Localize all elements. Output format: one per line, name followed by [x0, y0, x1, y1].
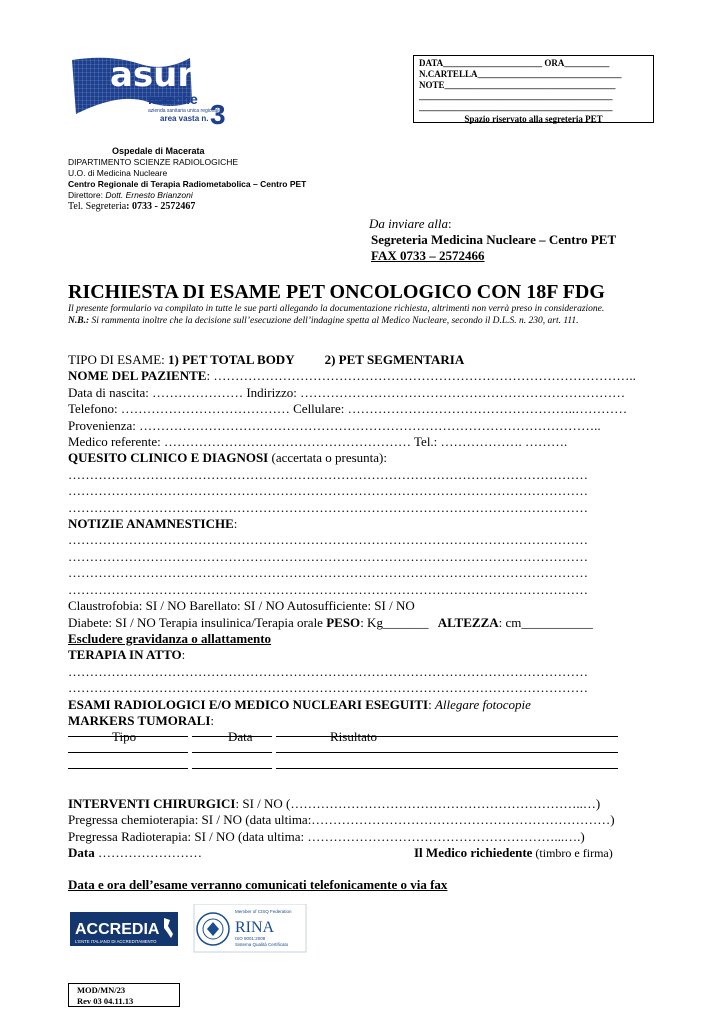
exams-label: ESAMI RADIOLOGICI E/O MEDICO NUCLEARI ESEGUITI: [68, 696, 429, 712]
therapy-label: TERAPIA IN ATTO: [68, 647, 182, 663]
history-row: [68, 516, 654, 532]
height-field[interactable]: : cm___________: [498, 614, 593, 630]
phone: [68, 201, 368, 212]
hospital-name: Ospedale di Macerata: [112, 146, 205, 156]
exam-option-segmental[interactable]: 2) PET SEGMENTARIA: [324, 352, 465, 367]
registry-box: [413, 55, 654, 123]
logo-sub2: area vasta n.: [160, 114, 209, 123]
exam-option-total-body[interactable]: 1) PET TOTAL BODY: [168, 352, 295, 367]
exams-note: Allegare fotocopie: [434, 696, 531, 712]
claustrophobia-row[interactable]: Claustrofobia: SI / NO Barellato: SI / NO Autosufficiente: SI / NO: [68, 598, 415, 614]
registry-row-notes: NOTE______________________________________: [419, 80, 616, 90]
director-name: Dott. Ernesto Brianzoni: [105, 190, 193, 200]
surgery-field[interactable]: : SI / NO (…………………………………………………………..…): [235, 795, 601, 811]
clinical-line[interactable]: …………………………………………………………………………………………………………: [68, 466, 588, 482]
pregnancy-warning: Escludere gravidanza o allattamento: [68, 630, 272, 646]
accredia-sub: L'ENTE ITALIANO DI ACCREDITAMENTO: [75, 939, 157, 944]
clinical-question-row: [68, 450, 654, 466]
rina-logo: [194, 904, 306, 952]
birth-address-field[interactable]: Data di nascita: ………………… Indirizzo: …………………………………………………………………: [68, 384, 626, 400]
phone-label: Tel. Segreteria: [68, 201, 127, 212]
accredia-logo: [70, 912, 178, 946]
center: Centro Regionale di Terapia Radiometabolica – Centro PET: [68, 179, 307, 189]
marker-line-date[interactable]: [192, 768, 272, 769]
weight-field[interactable]: : Kg_______: [360, 614, 432, 630]
markers-col-type: Tipo: [112, 729, 137, 745]
form-code: MOD/MN/23: [77, 985, 126, 995]
rina-cert: Sistema Qualità Certificato: [235, 942, 289, 947]
logo-brand: asur: [110, 55, 195, 95]
marker-line-result[interactable]: [276, 768, 618, 769]
director-label: Direttore:: [68, 190, 106, 200]
markers-colon: :: [210, 712, 215, 728]
request-form: [68, 352, 654, 894]
rina-iso: ISO 9001:2008: [235, 936, 266, 941]
history-colon: :: [233, 516, 238, 532]
registry-row-folder: N.CARTELLA________________________________: [419, 69, 622, 79]
clinical-line[interactable]: …………………………………………………………………………………………………………: [68, 499, 588, 515]
department: DIPARTIMENTO SCIENZE RADIOLOGICHE: [68, 157, 239, 167]
page-title: RICHIESTA DI ESAME PET ONCOLOGICO CON 18F FDG: [68, 281, 605, 303]
history-line[interactable]: …………………………………………………………………………………………………………: [68, 532, 588, 548]
registry-row-blank: ___________________________________________: [419, 91, 613, 101]
origin-field[interactable]: Provenienza: ……………………………………………………………………………………………..: [68, 417, 601, 433]
marker-line-result[interactable]: [276, 736, 618, 737]
chemo-field[interactable]: Pregressa chemioterapia: SI / NO (data ultima:……………………………………………………………): [68, 812, 615, 828]
patient-name-field[interactable]: : ……………………………………………………………………………………..: [206, 368, 636, 384]
exam-type-row: [68, 352, 654, 368]
history-line[interactable]: …………………………………………………………………………………………………………: [68, 565, 588, 581]
exam-type-label: TIPO DI ESAME:: [68, 352, 169, 367]
fax-number: FAX 0733 – 2572466: [371, 248, 485, 263]
surgery-row[interactable]: [68, 796, 654, 812]
history-line[interactable]: …………………………………………………………………………………………………………: [68, 548, 588, 564]
rina-name: RINA: [235, 919, 275, 936]
diabetes-row[interactable]: [68, 615, 654, 631]
markers-col-result: Risultato: [330, 729, 377, 745]
intro-paragraph: Il presente formulario va compilato in tutte le sue parti allegando la documentazione richiesta, altrimenti non verrà preso in considerazione.: [68, 304, 605, 314]
accredia-name: ACCREDIA: [75, 921, 160, 938]
registry-row-date: DATA______________________ ORA__________: [419, 58, 610, 68]
send-colon: :: [447, 216, 452, 231]
clinical-question-note: (accertata o presunta):: [268, 450, 387, 466]
nb-label: N.B.:: [68, 315, 90, 326]
registry-row-blank: ___________________________________________: [419, 102, 613, 112]
signature-note: (timbro e firma): [532, 845, 613, 860]
date-field[interactable]: ……………………: [94, 844, 202, 860]
nb-text: Si rammenta inoltre che la decisione sull’esecuzione dell’indagine spetta al Medico Nucleare, secondo il D.L.S. n. 230, art. 111.: [89, 315, 579, 326]
signature-label: Il Medico richiedente: [414, 844, 533, 860]
patient-name-label: NOME DEL PAZIENTE: [68, 368, 207, 384]
signature-block: [414, 845, 613, 861]
logo-sub1: azienda sanitaria unica regionale: [148, 108, 222, 114]
recipient: Segreteria Medicina Nucleare – Centro PET: [371, 232, 617, 247]
certification-logos: [70, 904, 310, 961]
height-label: ALTEZZA: [437, 614, 499, 630]
therapy-line[interactable]: …………………………………………………………………………………………………………: [68, 663, 588, 679]
intro-text: [68, 304, 654, 327]
signature-row: [68, 845, 654, 861]
patient-name-row[interactable]: [68, 368, 654, 384]
markers-col-date: Data: [228, 729, 253, 745]
diabetes-text[interactable]: Diabete: SI / NO Terapia insulinica/Terapia orale: [68, 614, 327, 630]
form-code-box: [68, 983, 180, 1007]
doctor-field[interactable]: Medico referente: ………………………………………………… Tel.: ………………. ……….: [68, 434, 568, 450]
phone-value: : 0733 - 2572467: [126, 201, 196, 212]
radio-field[interactable]: Pregressa Radioterapia: SI / NO (data ultima: …………………………………………………...….): [68, 828, 585, 844]
form-revision: Rev 03 04.11.13: [77, 996, 134, 1006]
marker-line-result[interactable]: [276, 752, 618, 753]
exams-colon: :: [428, 696, 435, 712]
weight-label: PESO: [326, 614, 361, 630]
hospital-info: [68, 146, 368, 212]
registry-footer: Spazio riservato alla segreteria PET: [464, 114, 603, 124]
rina-top: Member of CISQ Federation: [235, 909, 292, 914]
therapy-colon: :: [181, 647, 186, 663]
surgery-label: INTERVENTI CHIRURGICI: [68, 795, 236, 811]
exams-row: [68, 697, 654, 713]
marker-line-type[interactable]: [68, 768, 188, 769]
markers-table-space: [68, 746, 654, 796]
logo-name: marche: [148, 91, 198, 107]
send-to: [369, 216, 616, 264]
unit: U.O. di Medicina Nucleare: [68, 168, 168, 178]
clinical-line[interactable]: …………………………………………………………………………………………………………: [68, 483, 588, 499]
send-label: Da inviare alla: [369, 216, 448, 231]
notice: Data e ora dell’esame verranno comunicati telefonicamente o via fax: [68, 877, 448, 893]
asur-logo: [70, 52, 230, 132]
markers-label: MARKERS TUMORALI: [68, 712, 211, 728]
marker-line-type[interactable]: [68, 752, 188, 753]
history-line[interactable]: …………………………………………………………………………………………………………: [68, 581, 588, 597]
logo-number: 3: [210, 99, 226, 130]
therapy-row: [68, 647, 654, 663]
date-label: Data: [68, 844, 95, 860]
history-label: NOTIZIE ANAMNESTICHE: [68, 516, 234, 532]
markers-header: [68, 729, 654, 745]
director: [68, 190, 368, 201]
therapy-line[interactable]: …………………………………………………………………………………………………………: [68, 680, 588, 696]
marker-line-type[interactable]: [68, 736, 188, 737]
marker-line-date[interactable]: [192, 736, 272, 737]
clinical-question-label: QUESITO CLINICO E DIAGNOSI: [68, 450, 269, 466]
markers-row: [68, 713, 654, 729]
phone-field[interactable]: Telefono: ………………………………… Cellulare: ……………………………………………..…………: [68, 401, 628, 417]
marker-line-date[interactable]: [192, 752, 272, 753]
